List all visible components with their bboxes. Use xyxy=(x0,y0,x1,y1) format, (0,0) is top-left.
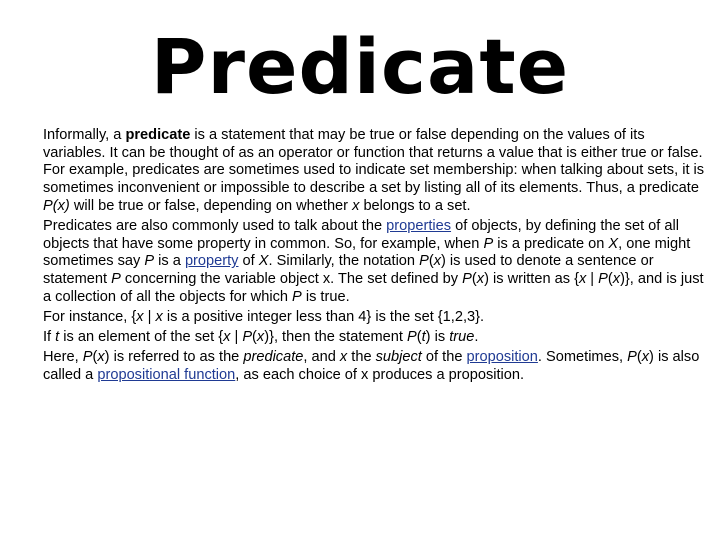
math: X xyxy=(258,253,269,270)
math: P xyxy=(144,253,155,270)
math: x xyxy=(97,349,105,366)
text: ) is written as { xyxy=(484,271,579,288)
math: P xyxy=(483,235,494,252)
text: . xyxy=(474,329,479,346)
math: P xyxy=(598,271,608,288)
math: x xyxy=(223,329,231,346)
text: ) is referred to as the xyxy=(104,349,244,366)
text: , one might sometimes say xyxy=(43,235,691,270)
paragraph-example xyxy=(43,309,708,327)
math: P xyxy=(462,271,472,288)
math: P xyxy=(419,253,429,270)
term-predicate-italic: predicate xyxy=(243,349,304,366)
math: true xyxy=(449,329,475,346)
text: Here, xyxy=(43,349,83,366)
property-link[interactable]: property xyxy=(184,253,239,270)
math: x xyxy=(339,349,348,366)
text: is a positive integer less than 4} is the set {1,2,3}. xyxy=(162,309,485,326)
math: x xyxy=(352,197,360,214)
text: If xyxy=(43,329,56,346)
text: )}, then the statement xyxy=(264,329,407,346)
math: P(x) xyxy=(43,197,70,214)
text: )}, and is just a collection of all the objects for which xyxy=(43,271,704,305)
text: of objects, by defining the set of all objects that have some property in common. So, for example, when xyxy=(43,218,680,252)
text: ) is used to denote a sentence or statement xyxy=(43,253,654,288)
text: the xyxy=(347,349,376,366)
text: will be true or false, depending on whether xyxy=(69,197,353,214)
math: P xyxy=(627,349,637,366)
text: ( xyxy=(416,329,422,346)
math: t xyxy=(55,329,60,346)
text: Predicates are also commonly used to talk about the xyxy=(43,218,387,235)
math: P xyxy=(111,271,121,288)
math: t xyxy=(421,329,426,346)
proposition-link[interactable]: proposition xyxy=(466,349,538,366)
math: x xyxy=(136,309,144,326)
text: ( xyxy=(636,349,642,366)
text: of the xyxy=(421,349,467,366)
text: ( xyxy=(252,329,257,346)
text: ) is also called a xyxy=(43,349,700,384)
text: , and xyxy=(303,349,340,366)
text: | xyxy=(143,309,156,326)
paragraph-properties xyxy=(43,218,708,307)
paragraph-element xyxy=(43,329,708,347)
text: . Similarly, the notation xyxy=(268,253,420,270)
text: ( xyxy=(607,271,613,288)
paragraph-proposition xyxy=(43,349,708,384)
math: X xyxy=(608,235,619,252)
paragraph-definition xyxy=(43,127,708,216)
math: x xyxy=(476,271,485,288)
text: concerning the variable object x. The set defined by xyxy=(120,271,463,288)
math: x xyxy=(578,271,587,288)
text: , as each choice of x produces a proposition. xyxy=(235,367,525,384)
text: is an element of the set { xyxy=(59,329,224,346)
text: ( xyxy=(471,271,477,288)
text: of xyxy=(238,253,259,270)
text: Informally, a xyxy=(43,127,126,143)
math: x xyxy=(155,309,163,326)
math: P xyxy=(292,288,302,305)
text: is true. xyxy=(301,288,350,305)
math: P xyxy=(82,349,93,366)
text: is a statement that may be true or false depending on the values of its variables. It can be thought of as an operator or function that returns a value that is either true or false. For example, predicates are sometimes used to indicate set membership: when talking about sets, it is sometimes inconvenient or impossible to describe a set by listing all of its elements. Thus, a predicate xyxy=(43,127,705,197)
text: ) is xyxy=(425,329,450,346)
math: P xyxy=(242,329,253,346)
text: For instance, { xyxy=(43,309,137,326)
text: is a xyxy=(154,253,185,270)
text: ( xyxy=(428,253,434,270)
text: ( xyxy=(92,349,98,366)
text: is a predicate on xyxy=(493,235,609,252)
math: x xyxy=(256,329,265,346)
math: P xyxy=(407,329,417,346)
math: x xyxy=(612,271,621,288)
propositional-function-link[interactable]: propositional function xyxy=(97,367,236,384)
math: x xyxy=(433,253,442,270)
term-predicate: predicate xyxy=(125,127,191,143)
text: | xyxy=(230,329,243,346)
math: x xyxy=(641,349,650,366)
term-subject: subject xyxy=(375,349,422,366)
text: belongs to a set. xyxy=(359,197,471,214)
properties-link[interactable]: properties xyxy=(386,218,452,235)
text: | xyxy=(586,271,599,288)
text: . Sometimes, xyxy=(537,349,628,366)
slide-body xyxy=(43,127,708,387)
slide-title: Predicate xyxy=(150,22,570,111)
